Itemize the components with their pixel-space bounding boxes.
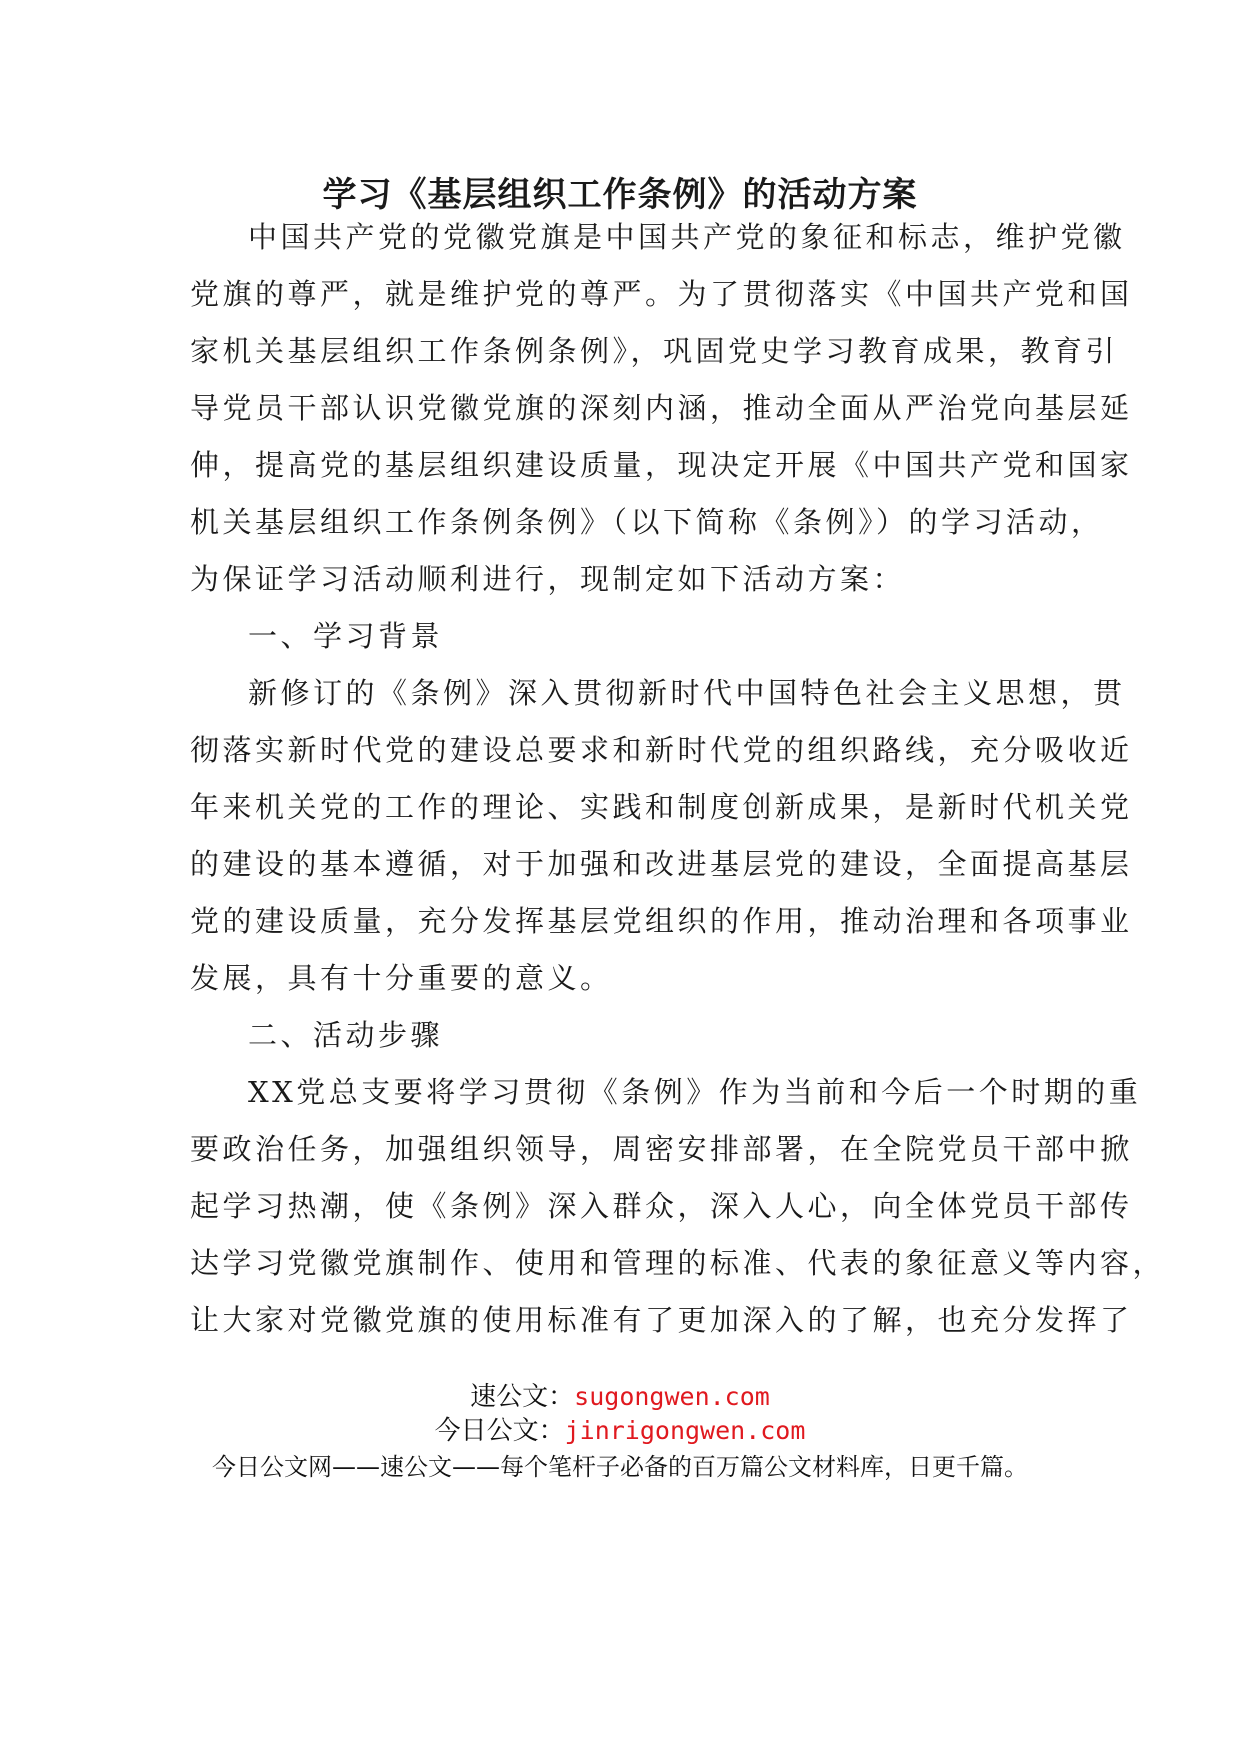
section-heading: 一、学习背景: [248, 619, 444, 653]
body-line: 彻落实新时代党的建设总要求和新时代党的组织路线，充分吸收近: [190, 733, 1133, 767]
body-line: 的建设的基本遵循，对于加强和改进基层党的建设，全面提高基层: [190, 847, 1133, 881]
body-line: 伸，提高党的基层组织建设质量，现决定开展《中国共产党和国家: [190, 448, 1133, 482]
footer-site-1-label: 速公文：: [470, 1382, 575, 1412]
body-line: XX党总支要将学习贯彻《条例》作为当前和今后一个时期的重: [248, 1075, 1142, 1109]
body-line: 中国共产党的党徽党旗是中国共产党的象征和标志，维护党徽: [248, 220, 1126, 254]
footer-slogan: 今日公文网——速公文——每个笔杆子必备的百万篇公文材料库，日更千篇。: [212, 1453, 1028, 1481]
body-line: 党旗的尊严，就是维护党的尊严。为了贯彻落实《中国共产党和国: [190, 277, 1133, 311]
body-line: 党的建设质量，充分发挥基层党组织的作用，推动治理和各项事业: [190, 904, 1133, 938]
footer-site-1-link[interactable]: sugongwen.com: [574, 1382, 770, 1411]
body-line: 新修订的《条例》深入贯彻新时代中国特色社会主义思想，贯: [248, 676, 1126, 710]
footer-site-2: [0, 1414, 1240, 1448]
body-line: 机关基层组织工作条例条例》（以下简称《条例》）的学习活动，: [190, 505, 1104, 539]
section-heading: 二、活动步骤: [248, 1018, 444, 1052]
footer-site-2-label: 今日公文：: [434, 1416, 565, 1446]
body-line: 发展，具有十分重要的意义。: [190, 961, 613, 995]
body-line: 让大家对党徽党旗的使用标准有了更加深入的了解，也充分发挥了: [190, 1303, 1133, 1337]
body-line: 为保证学习活动顺利进行，现制定如下活动方案：: [190, 562, 906, 596]
body-line: 达学习党徽党旗制作、使用和管理的标准、代表的象征意义等内容，: [190, 1246, 1166, 1280]
body-line: 年来机关党的工作的理论、实践和制度创新成果，是新时代机关党: [190, 790, 1133, 824]
body-line: 起学习热潮，使《条例》深入群众，深入人心，向全体党员干部传: [190, 1189, 1133, 1223]
body-line: 家机关基层组织工作条例条例》，巩固党史学习教育成果，教育引: [190, 334, 1119, 368]
document-title: 学习《基层组织工作条例》的活动方案: [322, 175, 918, 215]
footer-site-1: [0, 1380, 1240, 1414]
body-line: 导党员干部认识党徽党旗的深刻内涵，推动全面从严治党向基层延: [190, 391, 1133, 425]
footer-site-2-link[interactable]: jinrigongwen.com: [564, 1416, 806, 1445]
body-line: 要政治任务，加强组织领导，周密安排部署，在全院党员干部中掀: [190, 1132, 1133, 1166]
